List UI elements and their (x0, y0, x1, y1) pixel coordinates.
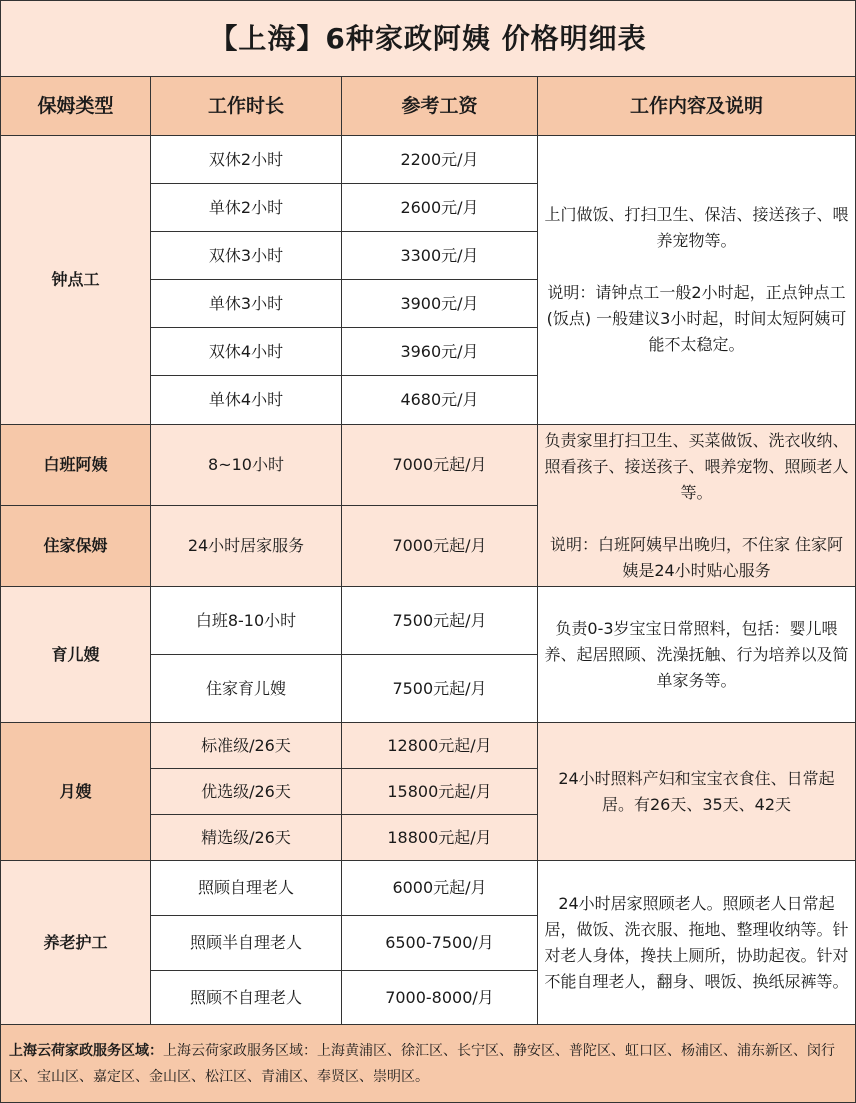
hours-cell: 住家育儿嫂 (151, 655, 342, 723)
service-area-text (9, 1038, 847, 1090)
wage-cell: 3300元/月 (342, 232, 538, 280)
hours-cell: 白班8-10小时 (151, 587, 342, 655)
hours-cell: 单休4小时 (151, 376, 342, 425)
hours-cell: 照顾不自理老人 (151, 971, 342, 1025)
type-yuesao: 月嫂 (1, 723, 151, 861)
header-hours: 工作时长 (151, 77, 342, 136)
type-zhujia: 住家保姆 (1, 506, 151, 587)
wage-cell: 6500-7500/月 (342, 916, 538, 971)
hours-cell: 照顾自理老人 (151, 861, 342, 916)
service-area-list: 上海云荷家政服务区域：上海黄浦区、徐汇区、长宁区、静安区、普陀区、虹口区、杨浦区、浦东新区、闵行区、宝山区、嘉定区、金山区、松江区、青浦区、奉贤区、崇明区。 (9, 1042, 835, 1085)
desc-note: 说明：请钟点工一般2小时起，正点钟点工(饭点) 一般建议3小时起，时间太短阿姨可能不太稳定。 (546, 283, 847, 354)
wage-cell: 7500元起/月 (342, 655, 538, 723)
page-title: 【上海】6种家政阿姨 价格明细表 (1, 1, 855, 77)
type-yuersao: 育儿嫂 (1, 587, 151, 723)
wage-cell: 3960元/月 (342, 328, 538, 376)
type-baiban: 白班阿姨 (1, 425, 151, 506)
wage-cell: 18800元起/月 (342, 815, 538, 861)
wage-cell: 2200元/月 (342, 136, 538, 184)
service-area-footer (1, 1025, 855, 1102)
desc-main: 负责0-3岁宝宝日常照料，包括：婴儿喂养、起居照顾、洗澡抚触、行为培养以及简单家务等。 (544, 618, 849, 690)
wage-cell: 15800元起/月 (342, 769, 538, 815)
hours-cell: 单休2小时 (151, 184, 342, 232)
hours-cell: 标准级/26天 (151, 723, 342, 769)
header-content: 工作内容及说明 (538, 77, 855, 136)
desc-main: 上门做饭、打扫卫生、保洁、接送孩子、喂养宠物等。 (544, 205, 849, 250)
type-yanglao: 养老护工 (1, 861, 151, 1025)
wage-cell: 2600元/月 (342, 184, 538, 232)
desc-baiban-zhujia (538, 425, 855, 587)
header-wage: 参考工资 (342, 77, 538, 136)
header-type: 保姆类型 (1, 77, 151, 136)
wage-cell: 7500元起/月 (342, 587, 538, 655)
desc-zhongdian (538, 136, 855, 425)
desc-note: 说明：白班阿姨早出晚归，不住家 住家阿姨是24小时贴心服务 (549, 534, 844, 580)
wage-cell: 6000元起/月 (342, 861, 538, 916)
hours-cell: 双休4小时 (151, 328, 342, 376)
type-zhongdian: 钟点工 (1, 136, 151, 425)
hours-cell: 双休3小时 (151, 232, 342, 280)
hours-cell: 优选级/26天 (151, 769, 342, 815)
service-area-label: 上海云荷家政服务区域： (9, 1042, 163, 1059)
wage-cell: 7000元起/月 (342, 425, 538, 506)
desc-main: 24小时照料产妇和宝宝衣食住、日常起居。有26天、35天、42天 (558, 768, 835, 814)
wage-cell: 4680元/月 (342, 376, 538, 425)
hours-cell: 8~10小时 (151, 425, 342, 506)
desc-yuersao (538, 587, 855, 723)
hours-cell: 单休3小时 (151, 280, 342, 328)
desc-main: 负责家里打扫卫生、买菜做饭、洗衣收纳、照看孩子、接送孩子、喂养宠物、照顾老人等。 (544, 430, 849, 502)
hours-cell: 照顾半自理老人 (151, 916, 342, 971)
hours-cell: 精选级/26天 (151, 815, 342, 861)
desc-yanglao (538, 861, 855, 1025)
hours-cell: 24小时居家服务 (151, 506, 342, 587)
wage-cell: 7000元起/月 (342, 506, 538, 587)
wage-cell: 12800元起/月 (342, 723, 538, 769)
wage-cell: 7000-8000/月 (342, 971, 538, 1025)
hours-cell: 双休2小时 (151, 136, 342, 184)
desc-main: 24小时居家照顾老人。照顾老人日常起居，做饭、洗衣服、拖地、整理收纳等。针对老人身体，搀扶上厕所，协助起夜。针对不能自理老人，翻身、喂饭、换纸尿裤等。 (544, 893, 849, 991)
wage-cell: 3900元/月 (342, 280, 538, 328)
desc-yuesao (538, 723, 855, 861)
